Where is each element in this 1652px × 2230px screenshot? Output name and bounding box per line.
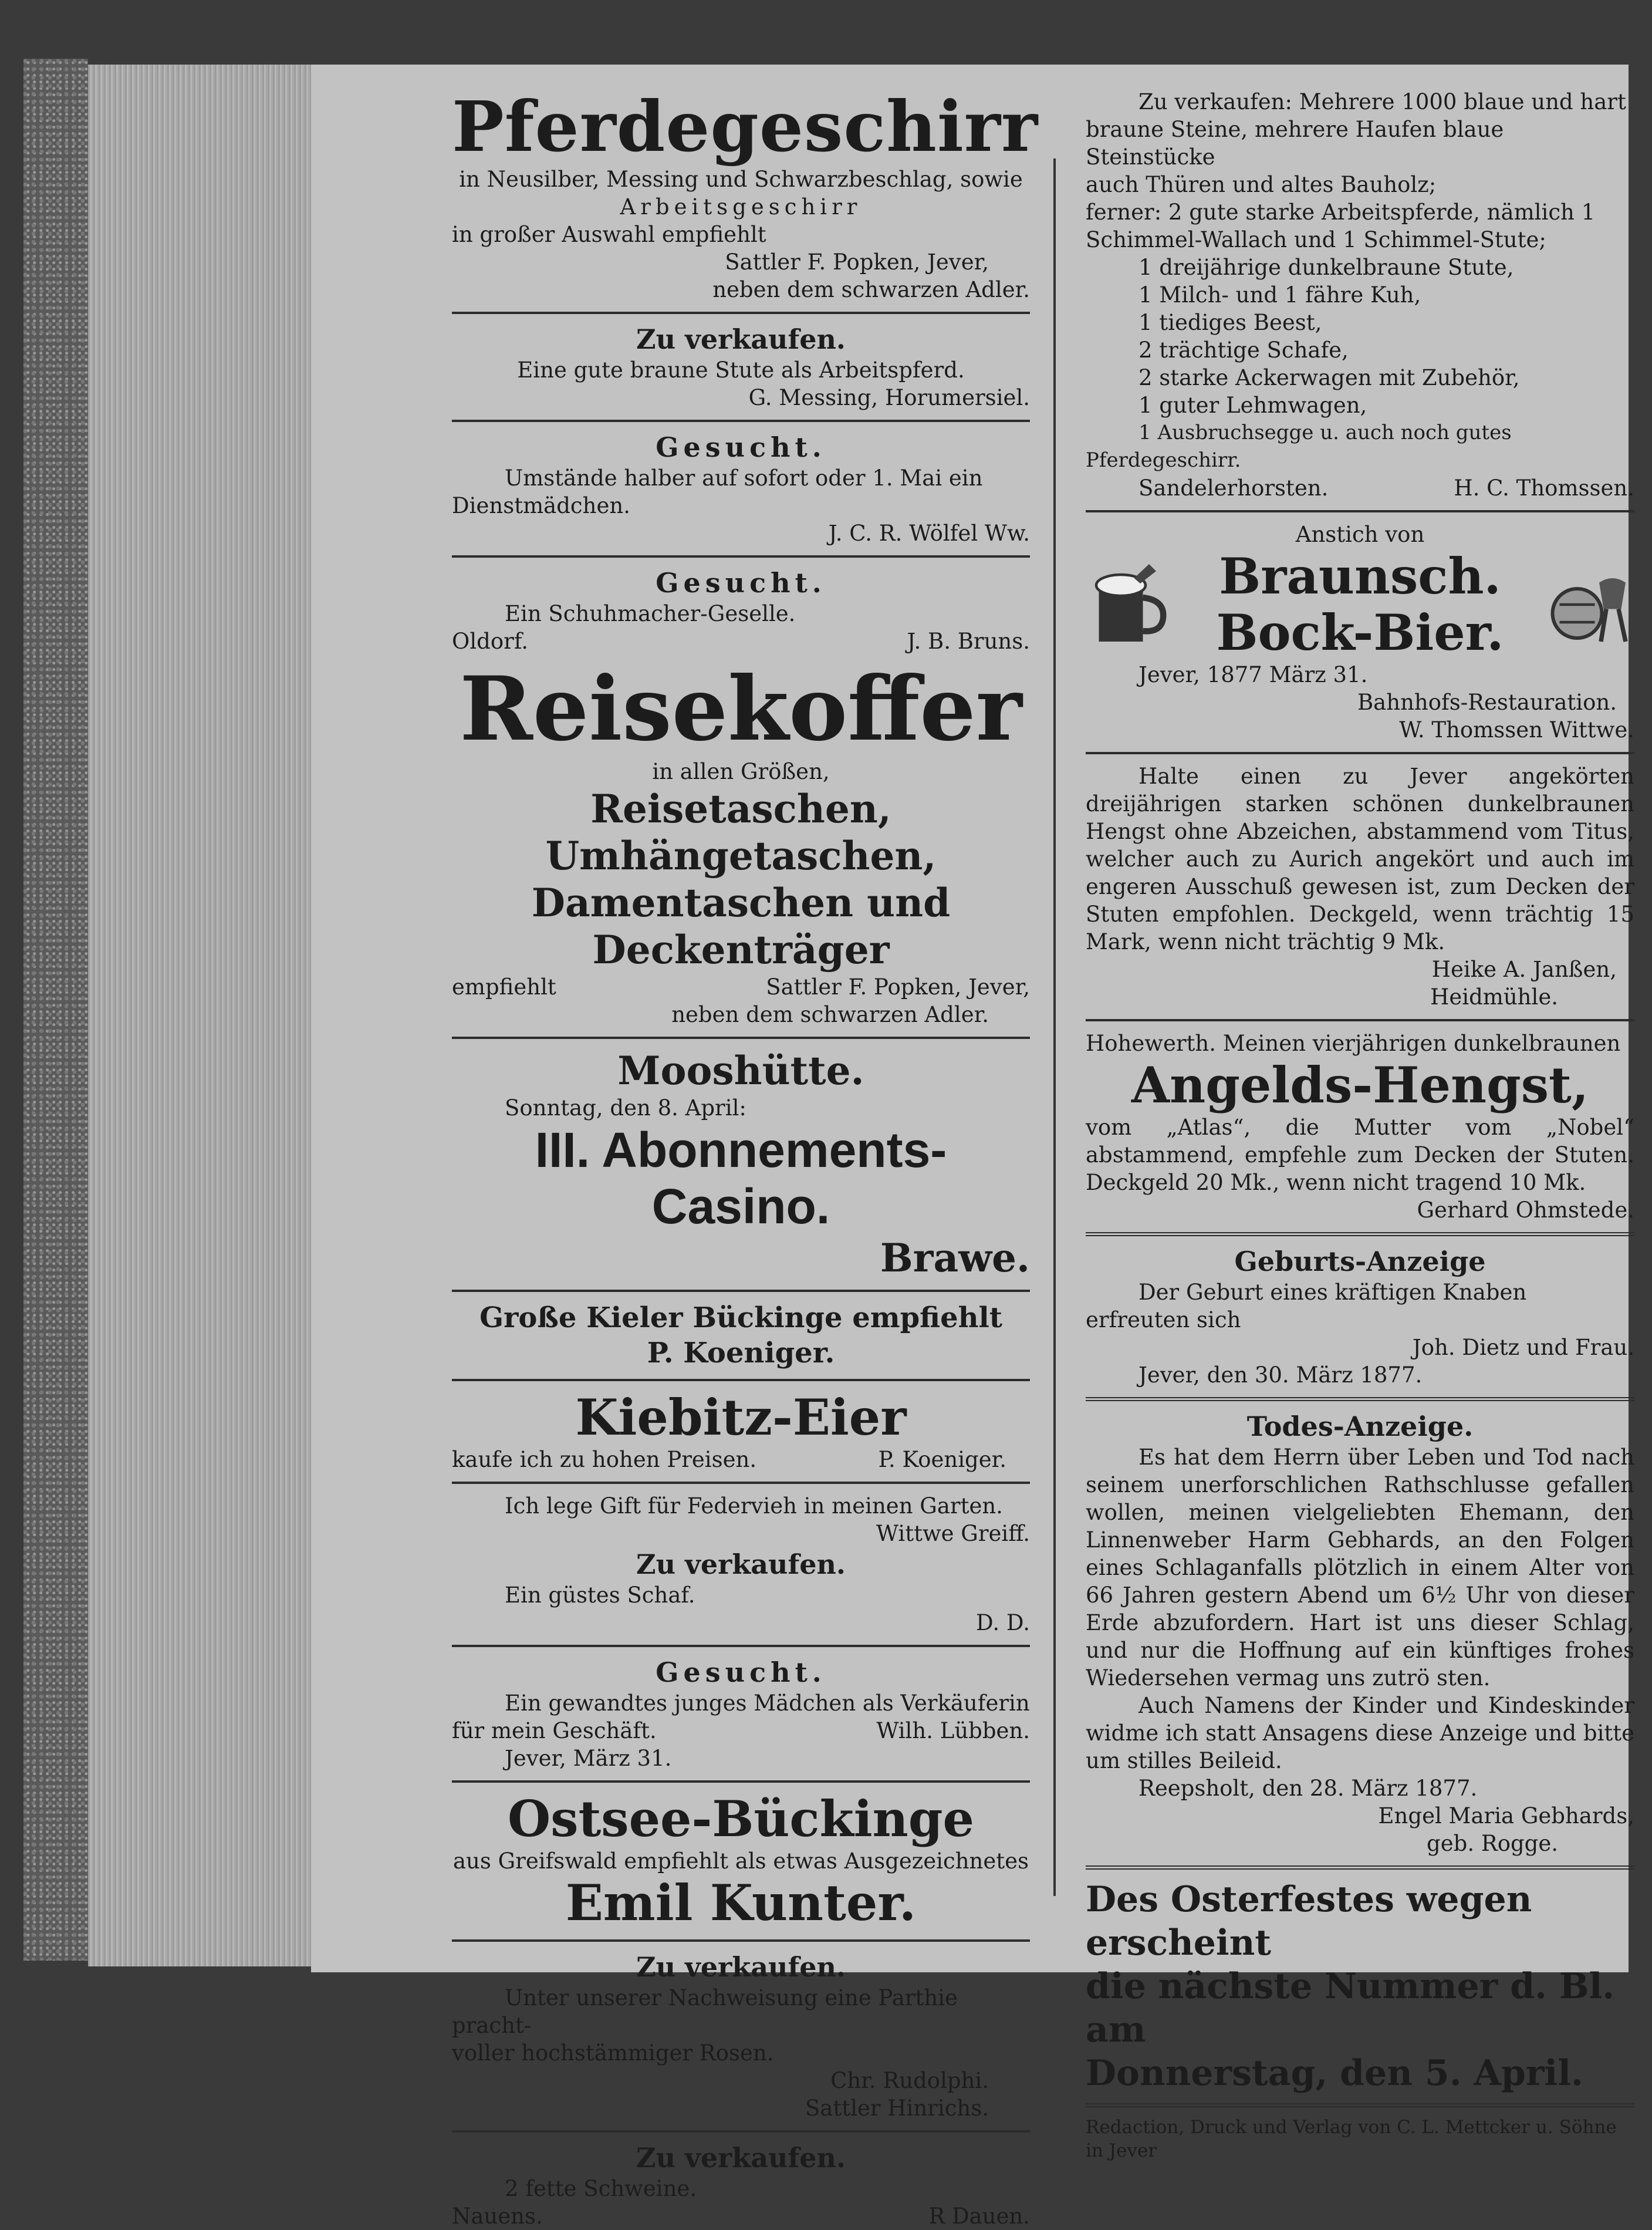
divider	[1086, 752, 1634, 754]
ad-list-item: 1 Milch- und 1 fähre Kuh,	[1139, 282, 1421, 308]
ad-text: Arbeitsgeschirr	[620, 194, 862, 220]
ad-heading: Zu verkaufen.	[636, 323, 846, 355]
ad-signature: Heike A. Janßen,	[1431, 957, 1617, 982]
ad-text: für mein Geschäft.	[452, 1718, 657, 1743]
divider	[452, 555, 1030, 558]
ad-text: Umstände halber auf sofort oder 1. Mai ein Dienstmädchen.	[452, 465, 983, 518]
ad-signature: neben dem schwarzen Adler.	[671, 1002, 989, 1027]
ad-signature: neben dem schwarzen Adler.	[712, 277, 1030, 302]
ad-text: Halte einen zu Jever angekörten dreijährigen starken schönen dunkelbraunen Hengst ohne Abzeichen, abstammend vom Titus, welcher auch zu Aurich angekört und auch im engeren Ausschuß gewesen ist, zum Decken der Stuten empfohlen. Deckgeld, wenn trächtig 15 Mark, wenn nicht trächtig 9 Mk.	[1086, 764, 1634, 954]
ad-schweine	[452, 2141, 1030, 2230]
ad-signature: W. Thomssen Wittwe.	[1399, 717, 1634, 743]
ad-schaf	[452, 1547, 1030, 1637]
ad-signature: D. D.	[976, 1610, 1030, 1635]
column-divider	[1053, 158, 1056, 1896]
ad-date: Jever, März 31.	[505, 1746, 672, 1771]
ad-text: in allen Größen,	[652, 759, 830, 784]
ad-heading: Mooshütte.	[617, 1048, 864, 1094]
ad-bockbier	[1086, 521, 1634, 744]
ad-signature: Engel Maria Gebhards,	[1378, 1803, 1634, 1828]
ad-heading: Zu verkaufen.	[636, 1951, 846, 1983]
divider	[452, 1037, 1030, 1039]
divider	[452, 312, 1030, 314]
ad-angelds-hengst	[1086, 1030, 1634, 1224]
ad-text: empfiehlt	[452, 974, 556, 1000]
ad-text: Unter unserer Nachweisung eine Parthie pracht-	[452, 1985, 958, 2038]
ad-signature: Brawe.	[880, 1235, 1030, 1281]
ad-heading: Gesucht.	[656, 567, 826, 599]
ad-heading: Geburts-Anzeige	[1234, 1246, 1486, 1277]
ad-list-item: 1 Ausbruchsegge u. auch noch gutes Pferdegeschirr.	[1086, 421, 1512, 472]
ad-bueckinge-kiel	[452, 1300, 1030, 1371]
divider	[1086, 1232, 1634, 1236]
ad-title: Angelds-Hengst,	[1131, 1056, 1589, 1114]
ad-reisekoffer	[452, 657, 1030, 1028]
ad-heading: Gesucht.	[656, 431, 826, 463]
ad-stute	[452, 322, 1030, 411]
divider	[452, 2130, 1030, 2133]
ad-signature: Joh. Dietz und Frau.	[1412, 1335, 1634, 1360]
ad-todesanzeige	[1086, 1409, 1634, 1857]
ad-text: auch Thüren und altes Bauholz;	[1086, 172, 1437, 197]
ad-text: Ein güstes Schaf.	[505, 1583, 695, 1608]
divider	[1086, 1865, 1634, 1870]
notice-text: die nächste Nummer d. Bl. am	[1086, 1966, 1615, 2050]
ad-signature: Chr. Rudolphi.	[830, 2068, 989, 2093]
notice-text: Donnerstag, den 5. April.	[1086, 2053, 1583, 2094]
ad-signature: J. B. Bruns.	[907, 629, 1030, 654]
divider	[452, 1482, 1030, 1484]
ad-ostsee-bueckinge	[452, 1791, 1030, 1931]
book-cover-edge	[23, 59, 88, 1961]
ad-kiebitz-eier	[452, 1389, 1030, 1473]
ad-date: Jever, den 30. März 1877.	[1139, 1362, 1423, 1388]
ad-text: Hohewerth. Meinen vierjährigen dunkelbraunen	[1086, 1031, 1621, 1056]
ad-mooshuette	[452, 1047, 1030, 1281]
ad-text: Es hat dem Herrn über Leben und Tod nach seinem unerforschlichen Rathschlusse gefallen wollen, meinen vielgeliebten Ehemann, den Linnenweber Harm Gebhards, an den Folgen eines Schlaganfalls plötzlich in einem Alter von 66 Jahren gestern Abend um 6½ Uhr von dieser Erde abzufordern. Hart ist uns dieser Schlag, und nur die Hoffnung auf ein künftiges frohes Wiedersehen vermag uns zutrö sten.	[1086, 1445, 1634, 1691]
divider	[452, 1379, 1030, 1381]
ad-list-item: 1 dreijährige dunkelbraune Stute,	[1139, 255, 1514, 280]
ad-signature: R Dauen.	[928, 2204, 1030, 2229]
ad-signature: geb. Rogge.	[1427, 1831, 1558, 1856]
ad-location: Sandelerhorsten.	[1139, 475, 1329, 501]
ad-gift	[452, 1492, 1030, 1547]
ad-rosen	[452, 1950, 1030, 2122]
ad-signature: Wilh. Lübben.	[876, 1718, 1030, 1743]
ad-signature: Wittwe Greiff.	[876, 1521, 1030, 1546]
ad-title: Reisekoffer	[460, 657, 1022, 761]
ad-signature: Sattler F. Popken, Jever,	[725, 249, 989, 275]
ad-heading: Zu verkaufen.	[636, 1548, 846, 1580]
ad-verkauf-steine	[1086, 88, 1634, 502]
ad-signature: J. C. R. Wölfel Ww.	[828, 521, 1030, 546]
ad-title: Bock-Bier.	[1216, 603, 1504, 662]
ad-title: Pferdegeschirr	[452, 86, 1039, 167]
ad-signature: H. C. Thomssen.	[1454, 475, 1634, 501]
ad-text: in großer Auswahl empfiehlt	[452, 222, 766, 247]
divider	[452, 1780, 1030, 1783]
ad-signature: Sattler F. Popken, Jever,	[766, 974, 1030, 1000]
ad-heading: Todes-Anzeige.	[1246, 1411, 1474, 1442]
ad-date: Reepsholt, den 28. März 1877.	[1139, 1776, 1478, 1801]
ad-text: Ein Schuhmacher-Geselle.	[505, 601, 796, 626]
divider	[452, 1645, 1030, 1647]
ad-text: Große Kieler Bückinge empfiehlt	[479, 1301, 1002, 1334]
divider	[1086, 510, 1634, 512]
ad-text: Zu verkaufen: Mehrere 1000 blaue und hart	[1139, 89, 1626, 114]
ad-text: Ein gewandtes junges Mädchen als Verkäuferin	[505, 1691, 1030, 1716]
ad-text: Ich lege Gift für Federvieh in meinen Garten.	[505, 1493, 1003, 1519]
ad-geburt	[1086, 1244, 1634, 1389]
ad-signature: P. Koeniger.	[647, 1337, 835, 1369]
ad-list-item: 1 tiediges Beest,	[1139, 310, 1322, 335]
divider	[1086, 1019, 1634, 1021]
ad-heading: Zu verkaufen.	[636, 2142, 846, 2174]
ad-location: Oldorf.	[452, 629, 528, 654]
ad-signature: G. Messing, Horumersiel.	[748, 385, 1030, 410]
ad-subtitle: III. Abonnements-Casino.	[535, 1122, 947, 1234]
right-column	[1086, 88, 1634, 2162]
ad-text: Schimmel-Wallach und 1 Schimmel-Stute;	[1086, 227, 1546, 252]
ad-title: Braunsch.	[1219, 547, 1501, 605]
ad-text: Sonntag, den 8. April:	[505, 1095, 746, 1121]
ad-location: Nauens.	[452, 2204, 543, 2229]
ad-text: Auch Namens der Kinder und Kindeskinder widme ich statt Ansagens diese Anzeige und bitte um stilles Beileid.	[1086, 1693, 1634, 1773]
ad-list-item: 2 starke Ackerwagen mit Zubehör,	[1139, 365, 1520, 390]
notice-ostern	[1086, 1878, 1634, 2095]
ad-verkaeuferin	[452, 1655, 1030, 1772]
ad-dienstmaedchen	[452, 430, 1030, 547]
imprint: Redaction, Druck und Verlag von C. L. Mettcker u. Söhne in Jever	[1086, 2117, 1617, 2161]
goat-barrel-icon	[1546, 561, 1634, 649]
page-stack-edge	[88, 65, 317, 1966]
ad-text: vom „Atlas“, die Mutter vom „Nobel“ abstammend, empfehle zum Decken der Stuten. Deckgeld 20 Mk., wenn nicht tragend 10 Mk.	[1086, 1115, 1634, 1195]
ad-subtitle: Reisetaschen, Umhängetaschen,	[545, 786, 937, 879]
ad-title: Kiebitz-Eier	[575, 1388, 907, 1446]
divider	[1086, 1397, 1634, 1401]
ad-text: in Neusilber, Messing und Schwarzbeschlag, sowie	[459, 167, 1023, 192]
ad-signature: Gerhard Ohmstede.	[1417, 1197, 1634, 1223]
ad-schuhmacher	[452, 566, 1030, 655]
ad-signature: Heidmühle.	[1430, 984, 1558, 1010]
ad-heading: Gesucht.	[656, 1657, 826, 1688]
beer-mug-icon	[1086, 561, 1174, 649]
divider	[452, 1290, 1030, 1292]
ad-list-item: 2 trächtige Schafe,	[1139, 338, 1349, 363]
ad-text: braune Steine, mehrere Haufen blaue Steinstücke	[1086, 117, 1504, 170]
ad-text: voller hochstämmiger Rosen.	[452, 2040, 774, 2066]
ad-hengst-janssen	[1086, 763, 1634, 1011]
ad-subtitle: Damentaschen und Deckenträger	[531, 880, 951, 973]
ad-signature: Emil Kunter.	[565, 1874, 917, 1932]
ad-title: Ostsee-Bückinge	[508, 1790, 974, 1848]
ad-date: Jever, 1877 März 31.	[1139, 662, 1368, 687]
ad-text: Der Geburt eines kräftigen Knaben erfreuten sich	[1086, 1280, 1527, 1332]
left-column	[452, 86, 1039, 2230]
ad-pferdegeschirr	[452, 86, 1039, 303]
divider	[452, 420, 1030, 422]
ad-text: ferner: 2 gute starke Arbeitspferde, nämlich 1	[1086, 200, 1596, 225]
divider	[452, 1939, 1030, 1942]
ad-signature: Bahnhofs-Restauration.	[1357, 690, 1617, 715]
ad-list-item: 1 guter Lehmwagen,	[1139, 393, 1367, 418]
ad-text: aus Greifswald empfiehlt als etwas Ausgezeichnetes	[452, 1848, 1029, 1874]
ad-signature: Sattler Hinrichs.	[805, 2096, 989, 2121]
ad-text: 2 fette Schweine.	[505, 2176, 697, 2201]
divider	[1086, 2103, 1634, 2107]
ad-text: Anstich von	[1295, 522, 1425, 547]
ad-text: kaufe ich zu hohen Preisen.	[452, 1447, 757, 1472]
ad-signature: P. Koeniger.	[878, 1447, 1006, 1472]
ad-text: Eine gute braune Stute als Arbeitspferd.	[517, 357, 965, 383]
notice-text: Des Osterfestes wegen erscheint	[1086, 1879, 1532, 1964]
